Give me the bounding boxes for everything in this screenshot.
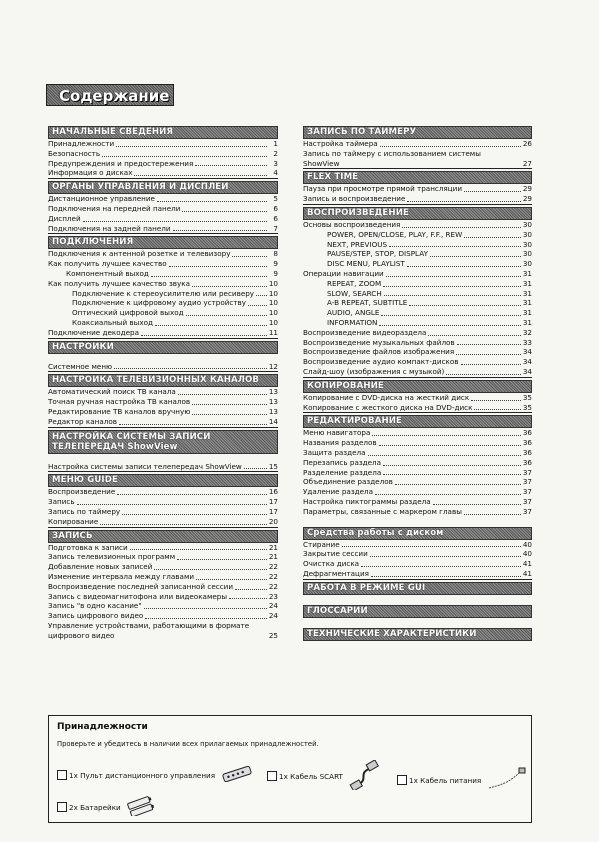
section-header: ГЛОССАРИЙ: [303, 605, 532, 618]
toc-entry: Защита раздела 36: [303, 447, 532, 457]
toc-entry: Запись цифрового видео 24: [48, 611, 278, 621]
toc-entry: NEXT, PREVIOUS 30: [327, 239, 532, 249]
toc-entry: Как получить лучшее качество звука 10: [48, 278, 278, 288]
toc-entry: Копирование с DVD-диска на жесткий диск 35: [303, 392, 532, 402]
section-header: ОРГАНЫ УПРАВЛЕНИЯ И ДИСПЛЕЙ: [48, 181, 278, 194]
toc-entry: Запись 17: [48, 497, 278, 507]
accessory-label: 1x Пульт дистанционного управления: [69, 770, 216, 780]
toc-entry: PAUSE/STEP, STOP, DISPLAY 30: [327, 249, 532, 259]
toc-entry: SLOW, SEARCH 31: [327, 288, 532, 298]
toc-entry: Запись "в одно касание" 24: [48, 601, 278, 611]
toc-entry: Настройка системы записи телепередач ShowView 15: [48, 461, 278, 471]
toc-entry: Точная ручная настройка ТВ каналов 13: [48, 397, 278, 407]
toc-entry: REPEAT, ZOOM 31: [327, 278, 532, 288]
accessories-note: Проверьте и убедитесь в наличии всех прилагаемых принадлежностей.: [57, 740, 319, 748]
toc-entry: Стирание 40: [303, 539, 532, 549]
accessory-item: [267, 760, 379, 792]
toc-entry: Дисплей 6: [48, 213, 278, 223]
toc-entry: Слайд-шоу (изображения с музыкой) 34: [303, 366, 532, 376]
toc-entry: Безопасность 2: [48, 148, 278, 158]
toc-entry: Редактирование ТВ каналов вручную 13: [48, 406, 278, 416]
toc-entry: Воспроизведение последней записанной сессии 22: [48, 581, 278, 591]
toc-entry: INFORMATION 31: [327, 317, 532, 327]
section-header: НАЧАЛЬНЫЕ СВЕДЕНИЯ: [48, 126, 278, 139]
toc-entry: Системное меню 12: [48, 361, 278, 371]
section-header: ПОДКЛЮЧЕНИЯ: [48, 236, 278, 249]
toc-left-column: [48, 124, 278, 640]
toc-entry: Добавление новых записей 22: [48, 562, 278, 572]
section-header: НАСТРОЙКА СИСТЕМЫ ЗАПИСИ ТЕЛЕПЕРЕДАЧ ShowView: [48, 430, 278, 454]
checkbox[interactable]: [397, 775, 407, 785]
batteries-icon: [127, 796, 157, 818]
checkbox[interactable]: [267, 771, 277, 781]
toc-entry: Настройка пиктограммы раздела 37: [303, 496, 532, 506]
remote-control-icon: [221, 766, 253, 784]
toc-entry: Меню навигатора 36: [303, 428, 532, 438]
toc-entry: Пауза при просмотре прямой трансляции 29: [303, 184, 532, 194]
power-cable-icon: [487, 766, 527, 794]
toc-entry: AUDIO, ANGLE 31: [327, 308, 532, 318]
toc-entry: Объединение разделов 37: [303, 477, 532, 487]
accessories-title: Принадлежности: [57, 722, 148, 732]
toc-entry: Воспроизведение музыкальных файлов 33: [303, 337, 532, 347]
toc-entry: Коаксиальный выход 10: [72, 317, 278, 327]
toc-entry: Информация о дисках 4: [48, 168, 278, 178]
toc-entry: Подключения на передней панели 6: [48, 203, 278, 213]
toc-entry: Запись с видеомагнитофона или видеокамеры 23: [48, 591, 278, 601]
section-header: НАСТРОЙКИ: [48, 341, 278, 354]
toc-entry: Автоматический поиск ТВ канала 13: [48, 387, 278, 397]
section-header: МЕНЮ GUIDE: [48, 474, 278, 487]
section-header: РАБОТА В РЕЖИМЕ GUI: [303, 582, 532, 595]
toc-entry: Названия разделов 36: [303, 438, 532, 448]
accessory-item: [57, 796, 157, 818]
toc-entry: Компонентный выход 9: [66, 268, 278, 278]
toc-entry: Дефрагментация 41: [303, 568, 532, 578]
section-header: Средства работы с диском: [303, 527, 532, 540]
toc-entry: Параметры, связанные с маркером главы 37: [303, 506, 532, 516]
toc-entry: Дистанционное управление 5: [48, 194, 278, 204]
accessory-label: 1x Кабель SCART: [279, 771, 343, 781]
toc-entry: Удаление раздела 37: [303, 487, 532, 497]
toc-entry: Предупреждения и предостережения 3: [48, 158, 278, 168]
toc-entry: Воспроизведение 16: [48, 487, 278, 497]
section-header: КОПИРОВАНИЕ: [303, 380, 532, 393]
toc-entry: Запись телевизионных программ 21: [48, 552, 278, 562]
checkbox[interactable]: [57, 770, 67, 780]
scart-cable-icon: [349, 760, 379, 792]
toc-entry: Принадлежности 1: [48, 139, 278, 148]
accessory-item: [57, 766, 253, 784]
accessories-box: [48, 715, 532, 823]
toc-entry: POWER, OPEN/CLOSE, PLAY, F.F., REW 30: [327, 229, 532, 239]
toc-entry: Оптический цифровой выход 10: [72, 308, 278, 318]
toc-entry: Воспроизведение видеораздела 32: [303, 327, 532, 337]
section-header: ТЕХНИЧЕСКИЕ ХАРАКТЕРИСТИКИ: [303, 628, 532, 641]
toc-entry: Редактор каналов 14: [48, 416, 278, 426]
toc-entry: Разделение раздела 37: [303, 467, 532, 477]
toc-entry: Как получить лучшее качество 9: [48, 259, 278, 269]
toc-entry: Основы воспроизведения 30: [303, 219, 532, 229]
toc-entry: Подключения к антенной розетке и телевизору 8: [48, 249, 278, 259]
toc-entry: DISC MENU, PLAYLIST 30: [327, 259, 532, 269]
toc-entry: Настройка таймера 26: [303, 139, 532, 148]
section-header: НАСТРОЙКА ТЕЛЕВИЗИОННЫХ КАНАЛОВ: [48, 374, 278, 387]
toc-entry: Воспроизведение аудио компакт-дисков 34: [303, 357, 532, 367]
toc-entry: Закрытие сессии 40: [303, 549, 532, 559]
toc-entry: Воспроизведение файлов изображения 34: [303, 347, 532, 357]
toc-entry: Перезапись раздела 36: [303, 457, 532, 467]
toc-entry: Подготовка к записи 21: [48, 542, 278, 552]
toc-entry: Изменение интервала между главами 22: [48, 571, 278, 581]
toc-entry: A-B REPEAT, SUBTITLE 31: [327, 298, 532, 308]
toc-entry: Подключение к цифровому аудио устройству 10: [72, 298, 278, 308]
toc-entry: Операции навигации 31: [303, 268, 532, 278]
section-header: РЕДАКТИРОВАНИЕ: [303, 415, 532, 428]
toc-right-column: [303, 124, 532, 641]
section-header: ЗАПИСЬ ПО ТАЙМЕРУ: [303, 126, 532, 139]
accessory-label: 1x Кабель питания: [409, 775, 482, 785]
section-header: ВОСПРОИЗВЕДЕНИЕ: [303, 207, 532, 220]
accessory-item: [397, 766, 527, 794]
toc-entry: Запись по таймеру с использованием системы ShowView 27: [303, 148, 532, 168]
page-title: Содержание: [46, 84, 174, 106]
checkbox[interactable]: [57, 802, 67, 812]
accessory-label: 2x Батарейки: [69, 802, 121, 812]
toc-entry: Очистка диска 41: [303, 559, 532, 569]
toc-entry: Запись и воспроизведение 29: [303, 194, 532, 204]
section-header: FLEX TIME: [303, 171, 532, 184]
toc-entry: Управление устройствами, работающими в формате цифрового видео 25: [48, 620, 278, 640]
toc-entry: Копирование с жесткого диска на DVD-диск 35: [303, 402, 532, 412]
toc-entry: Запись по таймеру 17: [48, 506, 278, 516]
toc-entry: Копирование 20: [48, 516, 278, 526]
section-header: ЗАПИСЬ: [48, 530, 278, 543]
toc-entry: Подключения на задней панели 7: [48, 223, 278, 233]
toc-entry: Подключение к стереоусилителю или ресиверу 10: [72, 288, 278, 298]
toc-entry: Подключение декодера 11: [48, 327, 278, 337]
